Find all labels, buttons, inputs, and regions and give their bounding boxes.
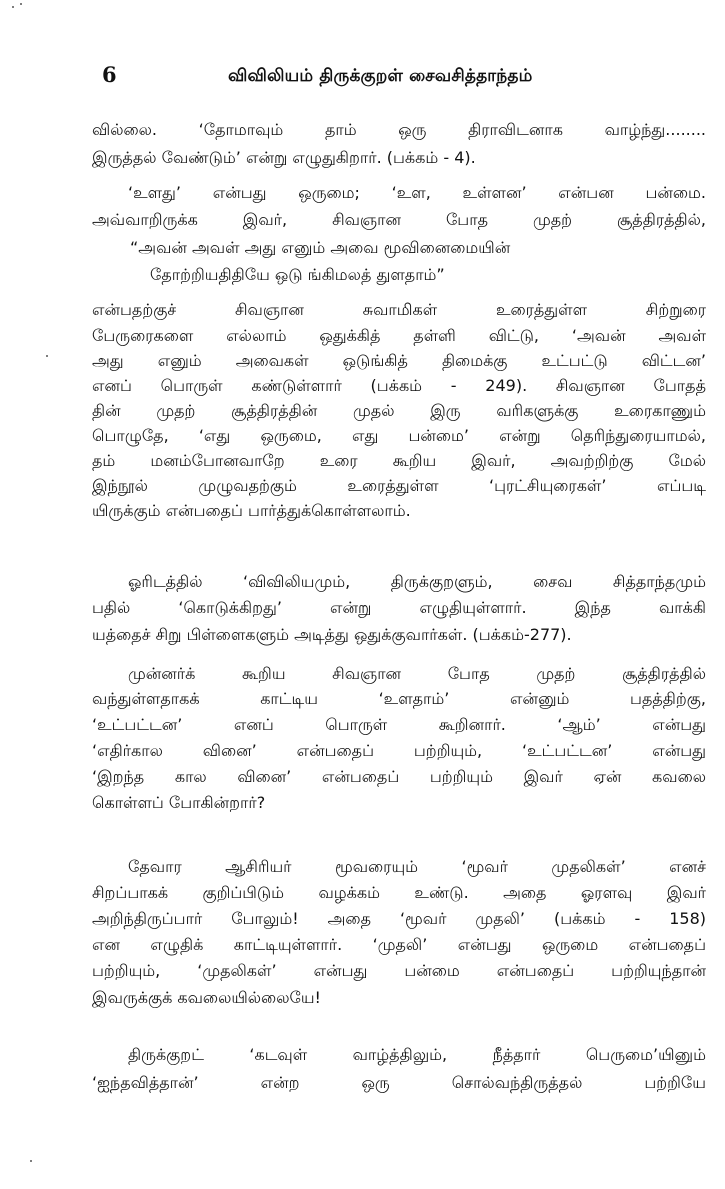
quote-line: “அவன் அவள் அது எனும் அவை மூவினைமையின் [130, 238, 511, 257]
text-line: எனப் பொருள் கண்டுள்ளார் (பக்கம் - 249). சிவஞான போதத் [92, 376, 706, 395]
text-line: ஓரிடத்தில் ‘விவிலியமும், திருக்குறளும், சைவ சித்தாந்தமும் [128, 572, 706, 591]
text-line: வந்துள்ளதாகக் காட்டிய ‘உளதாம்’ என்னும் பதத்திற்கு, [92, 689, 706, 708]
scan-speck [20, 3, 22, 5]
scan-speck [12, 6, 14, 8]
text-line: ‘உட்பட்டன’ எனப் பொருள் கூறினார். ‘ஆம்’ என்பது [92, 715, 706, 734]
page-number: 6 [102, 62, 117, 87]
text-line: பதில் ‘கொடுக்கிறது’ என்று எழுதியுள்ளார். இந்த வாக்கி [92, 598, 706, 617]
text-line: என எழுதிக் காட்டியுள்ளார். ‘முதலி’ என்பது ஒருமை என்பதைப் [92, 935, 706, 954]
text-line: முன்னர்க் கூறிய சிவஞான போத முதற் சூத்திரத்தில் [128, 664, 706, 683]
scan-speck [30, 1160, 32, 1162]
text-line: சிறப்பாகக் குறிப்பிடும் வழக்கம் உண்டு. அதை ஓரளவு இவர் [92, 883, 706, 902]
text-line: கொள்ளப் போகின்றார்? [92, 793, 266, 812]
text-line: தம் மனம்போனவாறே உரை கூறிய இவர், அவற்றிற்கு மேல் [92, 451, 706, 470]
text-line: அறிந்திருப்பார் போலும்! அதை ‘மூவர் முதலி’ (பக்கம் - 158) [92, 909, 706, 928]
text-line: திருக்குறட் ‘கடவுள் வாழ்த்திலும், நீத்தார் பெருமை’யினும் [128, 1045, 706, 1064]
text-line: ‘இறந்த கால வினை’ என்பதைப் பற்றியும் இவர் ஏன் கவலை [92, 767, 706, 786]
text-line: என்பதற்குச் சிவஞான சுவாமிகள் உரைத்துள்ள சிற்றுரை [92, 300, 706, 319]
quote-line: தோற்றியதிதியே ஒடு ங்கிமலத் துளதாம்” [150, 265, 445, 284]
text-line: பொழுதே, ‘எது ஒருமை, எது பன்மை’ என்று தெரிந்துரையாமல், [92, 426, 706, 445]
text-line: தேவார ஆசிரியர் மூவரையும் ‘மூவர் முதலிகள்’ எனச் [128, 857, 706, 876]
text-line: ‘உளது’ என்பது ஒருமை; ‘உள, உள்ளன’ என்பன பன்மை. [128, 183, 706, 202]
text-line: இவருக்குக் கவலையில்லையே! [92, 988, 321, 1007]
text-line: அது எனும் அவைகள் ஒடுங்கித் திமைக்கு உட்பட்டு விட்டன’ [92, 351, 706, 370]
page-header [100, 62, 700, 92]
scan-speck [46, 355, 48, 357]
text-line: ‘ஐந்தவித்தான்’ என்ற ஒரு சொல்வந்திருத்தல் பற்றியே [92, 1073, 706, 1092]
text-line: இருத்தல் வேண்டும்’ என்று எழுதுகிறார். (பக்கம் - 4). [92, 148, 476, 167]
running-title: விவிலியம் திருக்குறள் சைவசித்தாந்தம் [228, 66, 533, 86]
text-line: யத்தைச் சிறு பிள்ளைகளும் அடித்து ஒதுக்குவார்கள். (பக்கம்-277). [92, 625, 572, 644]
text-line: அவ்வாறிருக்க இவர், சிவஞான போத முதற் சூத்திரத்தில், [92, 210, 706, 229]
text-line: தின் முதற் சூத்திரத்தின் முதல் இரு வரிகளுக்கு உரைகாணும் [92, 401, 706, 420]
text-line: இந்நூல் முழுவதற்கும் உரைத்துள்ள ‘புரட்சியுரைகள்’ எப்படி [92, 476, 706, 495]
text-line: பற்றியும், ‘முதலிகள்’ என்பது பன்மை என்பதைப் பற்றியுந்தான் [92, 961, 706, 980]
text-line: ‘எதிர்கால வினை’ என்பதைப் பற்றியும், ‘உட்பட்டன’ என்பது [92, 741, 706, 760]
text-line: யிருக்கும் என்பதைப் பார்த்துக்கொள்ளலாம். [92, 501, 411, 520]
text-line: பேருரைகளை எல்லாம் ஒதுக்கித் தள்ளி விட்டு, ‘அவன் அவள் [92, 326, 706, 345]
text-line: வில்லை. ‘தோமாவும் தாம் ஒரு திராவிடனாக வாழ்ந்து........ [92, 120, 706, 139]
